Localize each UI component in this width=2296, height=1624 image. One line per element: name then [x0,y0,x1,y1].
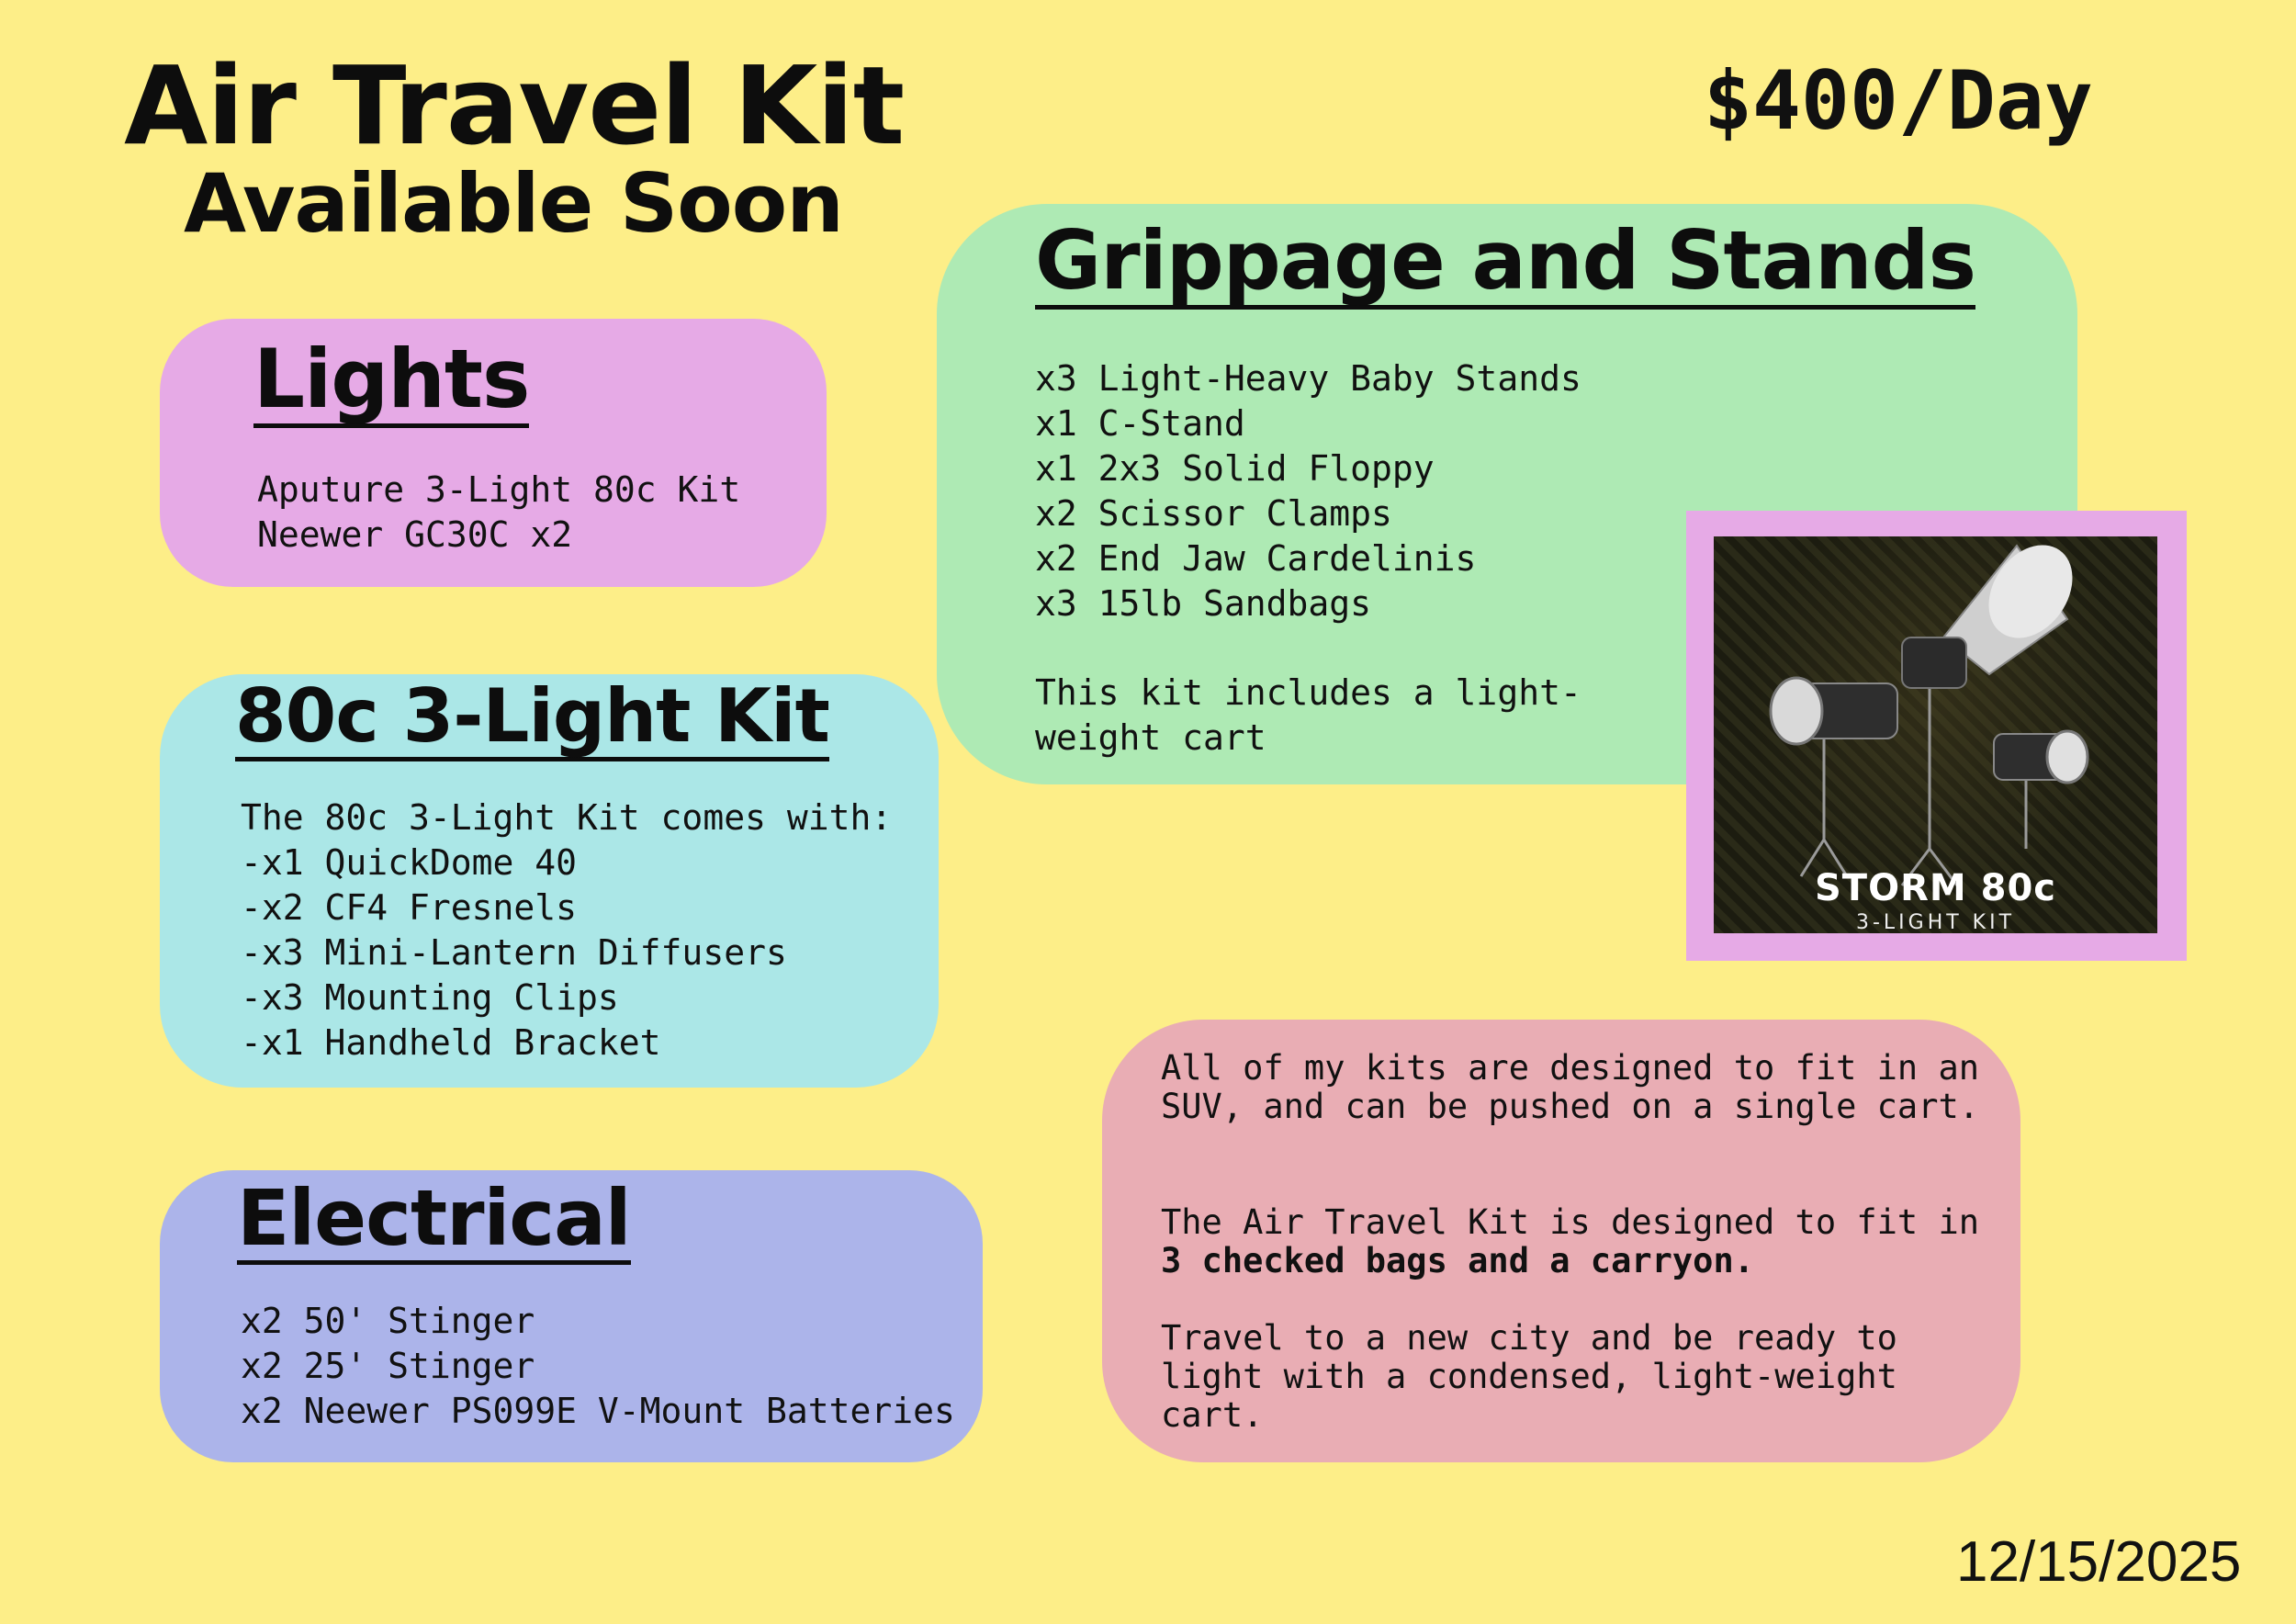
product-photo-frame [1686,511,2187,961]
dome-light-icon [1902,536,2089,688]
page-title: Air Travel Kit [124,42,905,169]
list-item: x2 Neewer PS099E V-Mount Batteries [241,1391,955,1431]
list-item: -x1 QuickDome 40 [241,842,578,883]
list-item: x1 C-Stand [1035,403,1245,444]
info-paragraph-3: Travel to a new city and be ready to light with a condensed, light-weight cart. [1161,1318,1897,1435]
grip-heading: Grippage and Stands [1035,213,1975,308]
list-item: x2 Scissor Clamps [1035,493,1392,534]
info-paragraph-2-bold: 3 checked bags and a carryon. [1161,1241,1755,1280]
photo-subtitle-text: 3-LIGHT KIT [1855,911,2016,933]
list-item: -x2 CF4 Fresnels [241,887,578,928]
info-card [1102,1020,2020,1462]
grip-list [1035,356,1581,626]
list-item: Neewer GC30C x2 [257,514,573,555]
list-item: Aputure 3-Light 80c Kit [257,469,741,510]
kit-heading: 80c 3-Light Kit [235,680,829,761]
lights-card [160,319,827,587]
page-subtitle: Available Soon [184,156,843,251]
list-item: -x3 Mini-Lantern Diffusers [241,932,787,973]
list-item: x1 2x3 Solid Floppy [1035,448,1435,489]
fresnel-light-icon [1994,731,2088,783]
list-item: x2 25' Stinger [241,1346,535,1386]
list-item: x2 End Jaw Cardelinis [1035,538,1477,579]
fresnel-light-icon [1771,678,1897,744]
list-item: x3 Light-Heavy Baby Stands [1035,358,1581,399]
product-photo [1714,536,2157,933]
kit-list [241,795,892,1066]
info-paragraph-1: All of my kits are designed to fit in an SUV, and can be pushed on a single cart. [1161,1048,1980,1126]
list-item: x3 15lb Sandbags [1035,583,1372,624]
photo-brand-text: STORM 80c [1814,867,2056,909]
electrical-card [160,1170,983,1462]
lights-heading: Lights [253,332,530,426]
info-paragraph-2-lead: The Air Travel Kit is designed to fit in [1161,1202,1980,1242]
list-item: -x1 Handheld Bracket [241,1022,661,1063]
price-label: $400/Day [1704,53,2093,148]
electrical-heading: Electrical [237,1173,631,1263]
date-label: 12/15/2025 [1956,1530,2242,1594]
lights-list [257,468,740,558]
kit-card [160,674,939,1088]
list-item: x2 50' Stinger [241,1301,535,1341]
info-paragraph-2 [1161,1203,1987,1280]
electrical-list [241,1299,955,1434]
list-item: The 80c 3-Light Kit comes with: [241,797,893,838]
list-item: -x3 Mounting Clips [241,977,619,1018]
grip-note: This kit includes a light-weight cart [1035,672,1581,758]
